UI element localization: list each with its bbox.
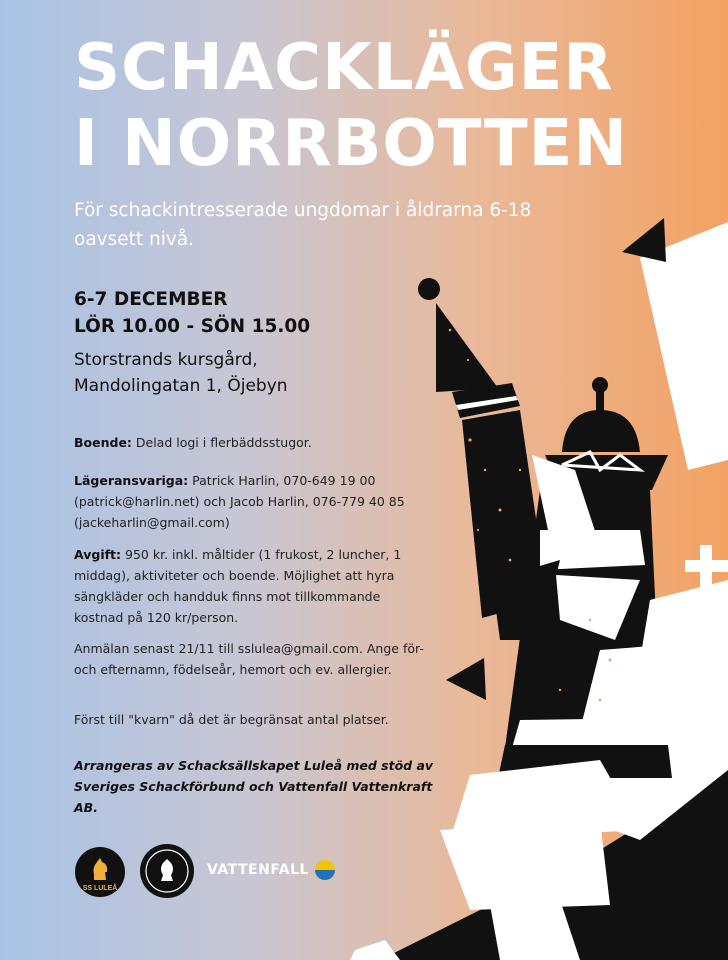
base-bottom bbox=[440, 820, 610, 910]
sveriges-schackforbund-logo bbox=[139, 843, 195, 899]
boende-label: Boende: bbox=[74, 435, 132, 450]
date-line-2: LÖR 10.00 - SÖN 15.00 bbox=[74, 316, 311, 337]
black-triangle-top bbox=[622, 218, 666, 262]
date-line-1: 6-7 DECEMBER bbox=[74, 289, 228, 310]
ledare-label: Lägeransvariga: bbox=[74, 473, 189, 488]
boende-text: Delad logi i flerbäddsstugor. bbox=[131, 435, 312, 450]
vattenfall-text: VATTENFALL bbox=[207, 862, 309, 878]
title-line-2: I NORRBOTTEN bbox=[74, 107, 628, 181]
info-arrangor: Arrangeras av Schacksällskapet Luleå med stöd av Sveriges Schackförbund och Vattenfall Vattenkraft AB. bbox=[74, 758, 434, 815]
white-shard-bottom bbox=[350, 940, 400, 960]
ledare-text: Patrick Harlin, 070-649 19 00 (patrick@harlin.net) och Jacob Harlin, 076-779 40 85 (jackeharlin@gmail.com) bbox=[74, 473, 405, 530]
white-shard-right bbox=[640, 222, 728, 470]
bishop-head bbox=[436, 303, 498, 392]
info-avgift bbox=[74, 544, 424, 628]
location-line-2: Mandolingatan 1, Öjebyn bbox=[74, 376, 288, 396]
king-head bbox=[562, 410, 640, 452]
vattenfall-logo bbox=[207, 859, 336, 881]
info-boende bbox=[74, 432, 434, 453]
base-stripe-1 bbox=[512, 718, 668, 748]
title-line-1: SCHACKLÄGER bbox=[74, 31, 614, 105]
info-anmalan: Anmälan senast 21/11 till sslulea@gmail.com. Ange för- och efternamn, födelseår, hemort och ev. allergier. bbox=[74, 641, 424, 677]
location-line-1: Storstrands kursgård, bbox=[74, 350, 258, 370]
ss-lulea-logo bbox=[74, 846, 126, 898]
ss-lulea-text: SS LULEÅ bbox=[82, 885, 118, 892]
vattenfall-mark-icon bbox=[314, 859, 336, 881]
white-cross-h bbox=[685, 560, 728, 572]
subtitle: För schackintresserade ungdomar i åldrarna 6-18 oavsett nivå. bbox=[74, 200, 532, 250]
black-triangle-left bbox=[446, 658, 486, 700]
king-top-stem bbox=[596, 392, 604, 412]
avgift-text: 950 kr. inkl. måltider (1 frukost, 2 luncher, 1 middag), aktiviteter och boende. Möjlighet att hyra sängkläder och handduk finns mot tillkommande kostnad på 120 kr/person. bbox=[74, 547, 402, 625]
info-forst-till-kvarn: Först till "kvarn" då det är begränsat antal platser. bbox=[74, 712, 389, 727]
info-lageransvariga bbox=[74, 470, 430, 533]
location bbox=[74, 347, 394, 399]
king-top-ball bbox=[592, 377, 608, 393]
bishop-ball bbox=[418, 278, 440, 300]
avgift-label: Avgift: bbox=[74, 547, 122, 562]
